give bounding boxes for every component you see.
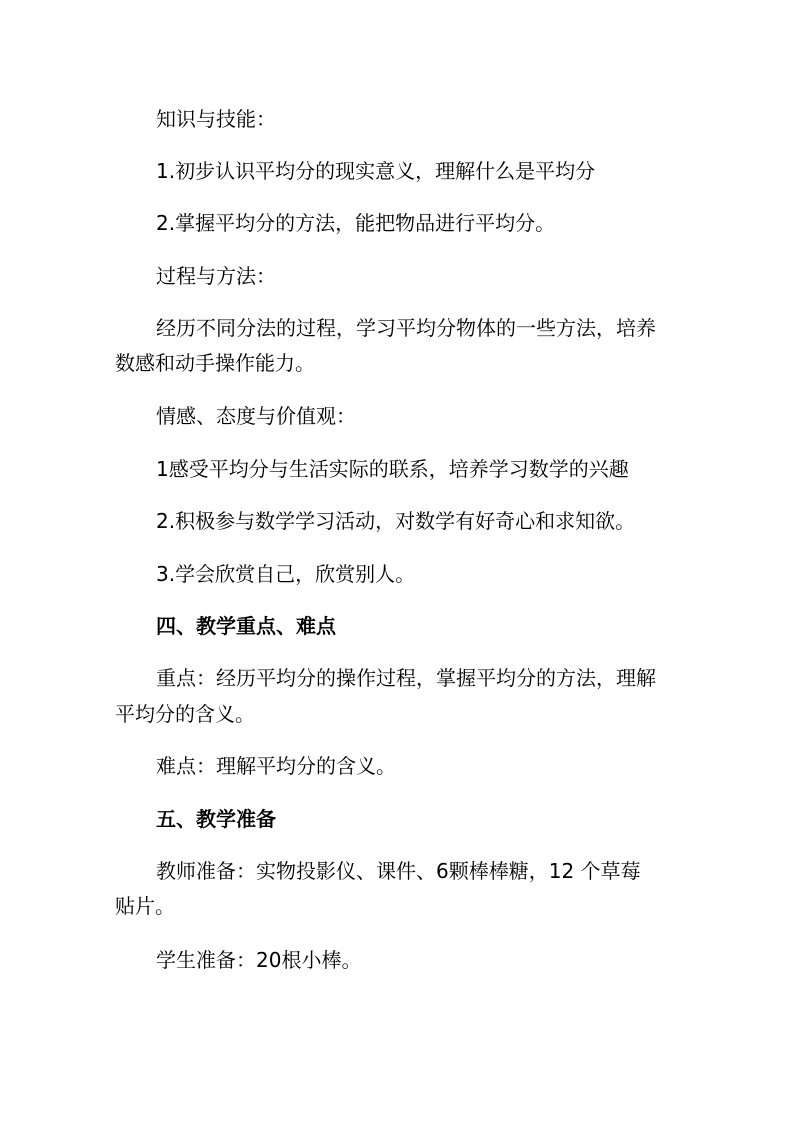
process-text-line-1: 经历不同分法的过程，学习平均分物体的一些方法，培养 (156, 316, 656, 340)
difficult-point: 难点：理解平均分的含义。 (156, 754, 396, 778)
teacher-prep-line-2: 贴片。 (115, 894, 175, 918)
knowledge-item-1: 1.初步认识平均分的现实意义，理解什么是平均分 (156, 159, 596, 183)
emotion-item-3: 3.学会欣赏自己，欣赏别人。 (156, 562, 416, 586)
emotion-item-2: 2.积极参与数学学习活动，对数学有好奇心和求知欲。 (156, 509, 636, 533)
heading-emotion-attitude: 情感、态度与价值观： (156, 404, 356, 428)
section-heading-preparation: 五、教学准备 (156, 807, 276, 831)
key-point-line-2: 平均分的含义。 (115, 702, 255, 726)
heading-knowledge-skills: 知识与技能： (156, 107, 276, 131)
student-prep: 学生准备：20根小棒。 (156, 948, 362, 972)
section-heading-key-points: 四、教学重点、难点 (156, 614, 336, 638)
knowledge-item-2: 2.掌握平均分的方法，能把物品进行平均分。 (156, 211, 556, 235)
key-point-line-1: 重点：经历平均分的操作过程，掌握平均分的方法，理解 (156, 666, 656, 690)
process-text-line-2: 数感和动手操作能力。 (115, 351, 315, 375)
teacher-prep-line-1: 教师准备：实物投影仪、课件、6颗棒棒糖，12 个草莓 (156, 859, 641, 883)
emotion-item-1: 1感受平均分与生活实际的联系，培养学习数学的兴趣 (156, 457, 629, 481)
heading-process-method: 过程与方法： (156, 264, 276, 288)
